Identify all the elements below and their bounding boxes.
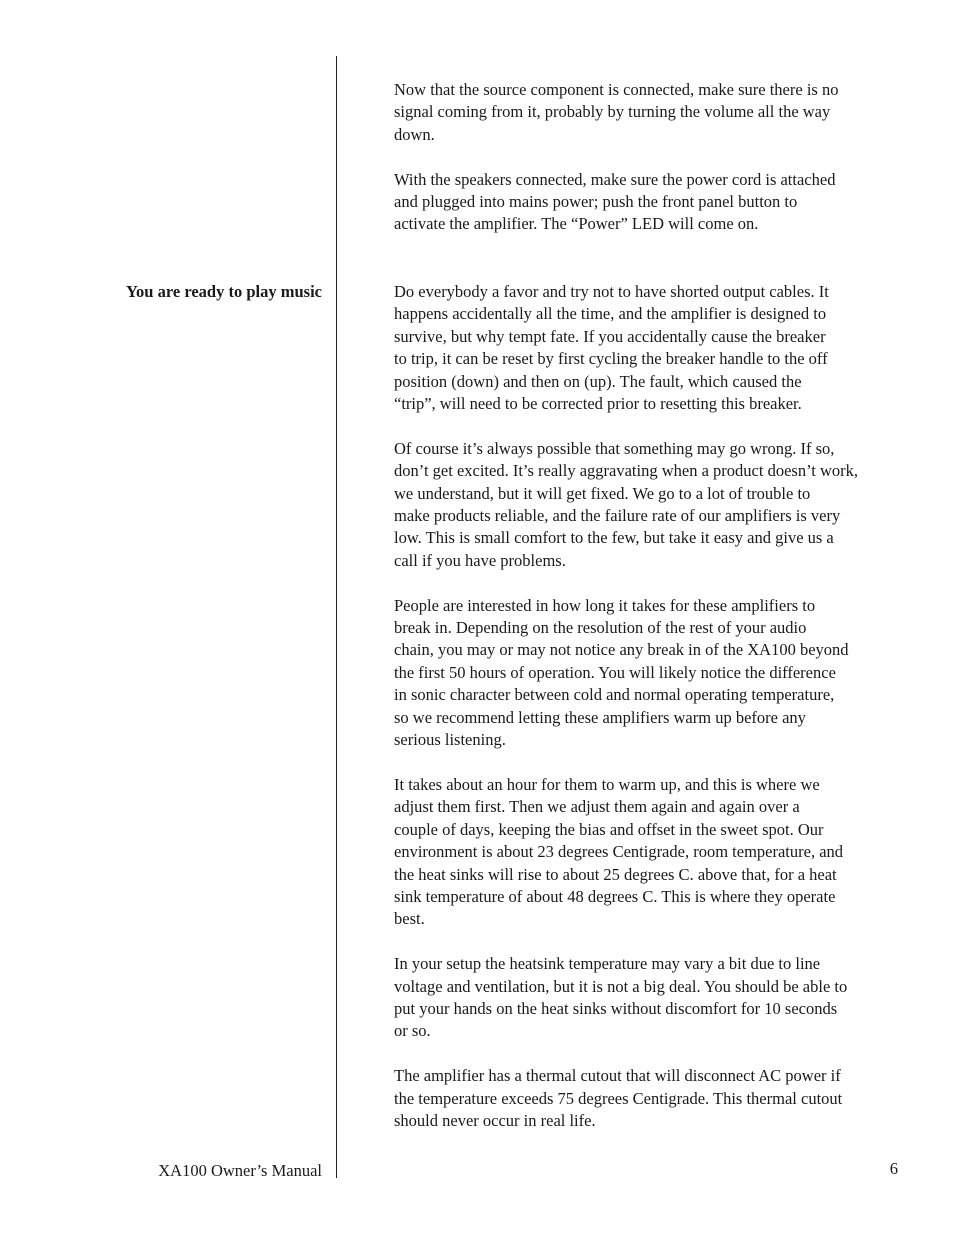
main-text-block <box>394 281 904 1132</box>
paragraph: People are interested in how long it takes for these amplifiers to break in. Depending on the resolution of the rest of your audio chain, you may or may not notice any break in of the XA100 beyond the first 50 hours of operation. You will likely notice the difference in sonic character between cold and normal operating temperature, so we recommend letting these amplifiers warm up before any serious listening. <box>394 595 849 750</box>
paragraph: Do everybody a favor and try not to have shorted output cables. It happens accidentally all the time, and the amplifier is designed to survive, but why tempt fate. If you accidentally cause the breaker to trip, it can be reset by first cycling the breaker handle to the off position (down) and then on (up). The fault, which caused the “trip”, will need to be corrected prior to resetting this breaker. <box>394 282 829 414</box>
paragraph: With the speakers connected, make sure the power cord is attached and plugged into mains power; push the front panel button to activate the amplifier. The “Power” LED will come on. <box>394 169 836 234</box>
intro-text-block <box>394 79 904 236</box>
section-heading: You are ready to play music <box>125 282 322 301</box>
paragraph: It takes about an hour for them to warm up, and this is where we adjust them first. Then we adjust them again and again over a couple of days, keeping the bias and offset in the sweet spot. Our environment is about 23 degrees Centigrade, room temperature, and the heat sinks will rise to about 25 degrees C. above that, for a heat sink temperature of about 48 degrees C. This is where they operate best. <box>394 774 844 929</box>
paragraph: Now that the source component is connected, make sure there is no signal coming from it, probably by turning the volume all the way down. <box>394 80 839 144</box>
page-number: 6 <box>889 1159 898 1178</box>
paragraph: Of course it’s always possible that something may go wrong. If so, don’t get excited. It’s really aggravating when a product doesn’t work, we understand, but it will get fixed. We go to a lot of trouble to make products reliable, and the failure rate of our amplifiers is very low. This is small comfort to the few, but take it easy and give us a call if you have problems. <box>394 438 859 570</box>
footer-document-title: XA100 Owner’s Manual <box>158 1161 322 1180</box>
paragraph: In your setup the heatsink temperature may vary a bit due to line voltage and ventilation, but it is not a big deal. You should be able to put your hands on the heat sinks without discomfort for 10 seconds or so. <box>394 954 848 1041</box>
vertical-divider <box>336 56 337 1178</box>
paragraph: The amplifier has a thermal cutout that will disconnect AC power if the temperature exceeds 75 degrees Centigrade. This thermal cutout should never occur in real life. <box>394 1066 843 1130</box>
